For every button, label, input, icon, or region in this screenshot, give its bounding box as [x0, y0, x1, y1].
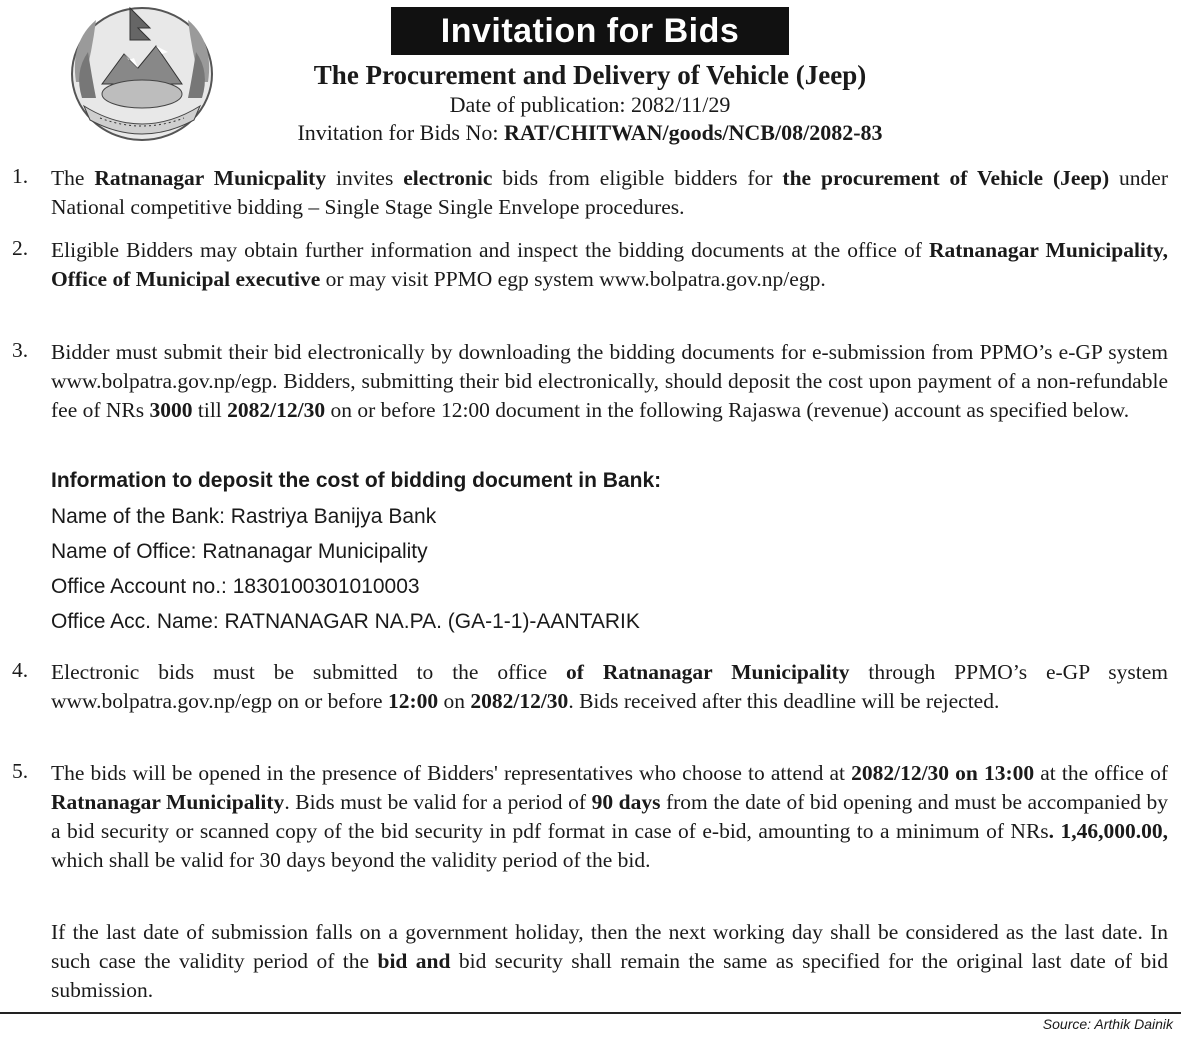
emphasis: bid and — [377, 949, 451, 973]
text: on or before 12:00 document in the following Rajaswa (revenue) account as specified below. — [325, 398, 1130, 422]
notice-title: The Procurement and Delivery of Vehicle (Jeep) — [313, 60, 867, 90]
emphasis: 2082/12/30 — [470, 689, 569, 713]
text: bids from eligible bidders for — [492, 166, 783, 190]
text: . Bids must be valid for a period of — [284, 790, 592, 814]
text: at the office of — [1034, 761, 1168, 785]
footer-divider — [0, 1012, 1181, 1014]
account-name: Office Acc. Name: RATNANAGAR NA.PA. (GA-1-1)-AANTARIK — [51, 610, 640, 633]
holiday-clause — [51, 918, 1168, 1005]
text: on — [438, 689, 471, 713]
paragraph-3 — [51, 338, 1168, 425]
paragraph-1 — [51, 164, 1168, 222]
bid-number-label: Invitation for Bids No: — [297, 120, 504, 145]
text: Bidder must submit their bid electronically by downloading the bidding documents for e-submission from PPMO’s e-GP system www.bolpatra.gov.np/egp. Bidders, submitting their bid electronically, should deposit the cost upon payment of a non-refundable fee of NRs — [51, 340, 1168, 422]
emphasis: 2082/12/30 — [227, 398, 326, 422]
emphasis: the procurement of Vehicle (Jeep) — [782, 166, 1110, 190]
text: or may visit PPMO egp system www.bolpatra.gov.np/egp. — [320, 267, 826, 291]
emphasis: Ratnanagar Municipality — [51, 790, 285, 814]
office-name: Name of Office: Ratnanagar Municipality — [51, 540, 428, 563]
text: under National competitive bidding – Single Stage Single Envelope procedures. — [51, 166, 1168, 219]
notice-badge: Invitation for Bids — [391, 7, 789, 55]
text: Electronic bids must be submitted to the office — [51, 660, 567, 684]
item-number-3: 3. — [12, 338, 29, 362]
item-number-4: 4. — [12, 658, 29, 682]
text: The — [51, 166, 95, 190]
item-number-2: 2. — [12, 236, 29, 260]
paragraph-4 — [51, 658, 1168, 716]
emphasis: . 1,46,000.00, — [1048, 819, 1169, 843]
emphasis: Ratnanagar Municipality, Office of Municipal executive — [51, 238, 1168, 291]
text: through PPMO’s e-GP system www.bolpatra.gov.np/egp on or before — [51, 660, 1168, 713]
text: The bids will be opened in the presence of Bidders' representatives who choose to attend at — [51, 761, 852, 785]
text: Eligible Bidders may obtain further information and inspect the bidding documents at the office of — [51, 238, 929, 262]
paragraph-2 — [51, 236, 1168, 294]
emphasis: 12:00 — [387, 689, 439, 713]
emphasis: Ratnanagar Municpality — [94, 166, 327, 190]
source-credit: Source: Arthik Dainik — [1042, 1016, 1173, 1032]
text: bid security shall remain the same as specified for the original last date of bid submission. — [51, 949, 1168, 1002]
emphasis: electronic — [403, 166, 493, 190]
emphasis: 3000 — [149, 398, 193, 422]
emphasis: 90 days — [591, 790, 661, 814]
emphasis: 2082/12/30 on 13:00 — [851, 761, 1035, 785]
emphasis: of Ratnanagar Municipality — [566, 660, 850, 684]
bank-info-heading: Information to deposit the cost of bidding document in Bank: — [51, 469, 662, 492]
bid-number-value: RAT/CHITWAN/goods/NCB/08/2082-83 — [504, 120, 883, 145]
account-number: Office Account no.: 1830100301010003 — [51, 575, 420, 598]
paragraph-5 — [51, 759, 1168, 875]
item-number-5: 5. — [12, 759, 29, 783]
text: which shall be valid for 30 days beyond the validity period of the bid. — [51, 848, 651, 872]
item-number-1: 1. — [12, 164, 29, 188]
bid-number — [180, 120, 1000, 146]
text: . Bids received after this deadline will be rejected. — [568, 689, 1000, 713]
text: invites — [326, 166, 404, 190]
bank-name: Name of the Bank: Rastriya Banijya Bank — [51, 505, 437, 528]
text: from the date of bid opening and must be accompanied by a bid security or scanned copy of the bid security in pdf format in case of e-bid, amounting to a minimum of NRs — [51, 790, 1168, 843]
text: If the last date of submission falls on a government holiday, then the next working day shall be considered as the last date. In such case the validity period of the — [51, 920, 1168, 973]
text: till — [192, 398, 228, 422]
publication-date: Date of publication: 2082/11/29 — [449, 92, 731, 117]
